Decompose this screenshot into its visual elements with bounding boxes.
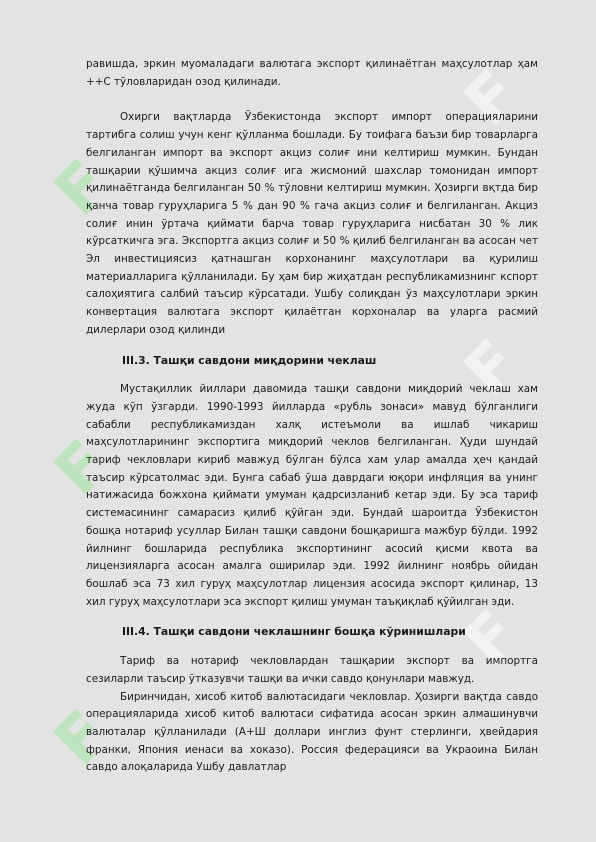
watermark: F — [450, 53, 537, 141]
paragraph: Охирги вақтларда Ўзбекистонда экспорт импорт операцияларини тартибга солиш учун кенг қўлланма бошлади. Бу тоифага баъзи бир товарларга белгиланган импорт ва экспорт акциз солиғ ини келтириш мумкин. Бундан ташқарии қўшимча акциз солиғ ига жисмоний шахслар томонидан импорт қилинаётганда белгиланган 50 % тўловни келтириш мумкин. Ҳозирги вқтда бир қанча товар гуруҳларига 5 % дан 90 % гача акциз солиғ и белгиланган. Акциз солиғ инин ўртача қиймати барча товар гуруҳларига нисбатан 30 % лик кўрсаткичга эга. Экспортга акциз солиғ и 50 % қилиб белгиланган ва асосан чет Эл инвестициясиз қатнашган корхонанинг маҳсулотлари ва қурилиш материалларига қўлланилади. Бу ҳам бир жиҳатдан республикамизнинг кспорт салоҳиятига салбий таъсир кўрсатади. Ушбу солиқдан ўз маҳсулотлари эркин конвертация валютага экспорт қилаётган корхоналар ва уларга расмий дилерлари озод қилинди — [86, 111, 538, 336]
section-heading: III.4. Ташқи савдони чеклашнинг бошқа кўринишлари — [122, 625, 466, 639]
paragraph: равишда, эркин муомаладаги валютага экспорт қилинаётган маҳсулотлар ҳам ++С тўловларидан озод қилинади. — [86, 58, 538, 88]
section-heading: III.3. Ташқи савдони миқдорини чеклаш — [122, 353, 377, 367]
watermark: F — [40, 143, 127, 231]
watermark: F — [450, 593, 537, 681]
document-body — [86, 53, 538, 777]
watermark: F — [40, 423, 127, 511]
paragraph: Тариф ва нотариф чекловлардан ташқарии экспорт ва импортга сезиларли таъсир ўтказувчи ташқи ва ички савдо қонунлари мавжуд. — [86, 655, 538, 685]
watermark: F — [40, 693, 127, 781]
paragraph: Биринчидан, хисоб китоб валютасидаги чекловлар. Ҳозирги вақтда савдо операцияларида хисоб китоб валютаси сифатида асосан эркин алмашинувчи валюталар қўлланилади (А+Ш доллари инглиз фунт стерлинги, ҳвейдария франки, Япония иенаси ва хоказо). Россия федерацияси ва Украоина Билан савдо алоқаларида Ушбу давлатлар — [86, 690, 538, 774]
paragraph: Мустақиллик йиллари давомида ташқи савдони миқдорий чеклаш хам жуда кўп ўзгарди. 1990-1993 йилларда «рубль зонаси» мавуд бўлганлиги сабабли республикамиздан халқ истеъмоли ва ишлаб чикариш маҳсулотларининг экспортига миқдорий чеклов белгиланган. Ҳуди шундай тариф чекловлари кириб мавжуд бўлган бўлса хам улар амалда ҳеч қандай таъсир кўрсатолмас эди. Бунга сабаб ўша даврдаги юқори инфляция ва унинг натижасида божхона қиймати умуман қадрсизланиб кетар эди. Бу эса тариф системасининг самарасиз қилиб қўйган эди. Бундай шароитда Ўзбекистон бошқа нотариф усуллар Билан ташқи савдони бошқаришга мажбур бўлди. 1992 йилнинг бошларида республика экспортининг асосий қисми квота ва лицензияларга асосан амалга оширилар эди. 1992 йилнинг ноябрь ойидан бошлаб эса 73 хил гуруҳ маҳсулотлар лицензия асосида экспорт қилинар, 13 хил гуруҳ маҳсулотлари эса экспорт қилиш умуман таъқиқлаб қўйилган эди. — [86, 383, 538, 608]
watermark: F — [450, 323, 537, 411]
